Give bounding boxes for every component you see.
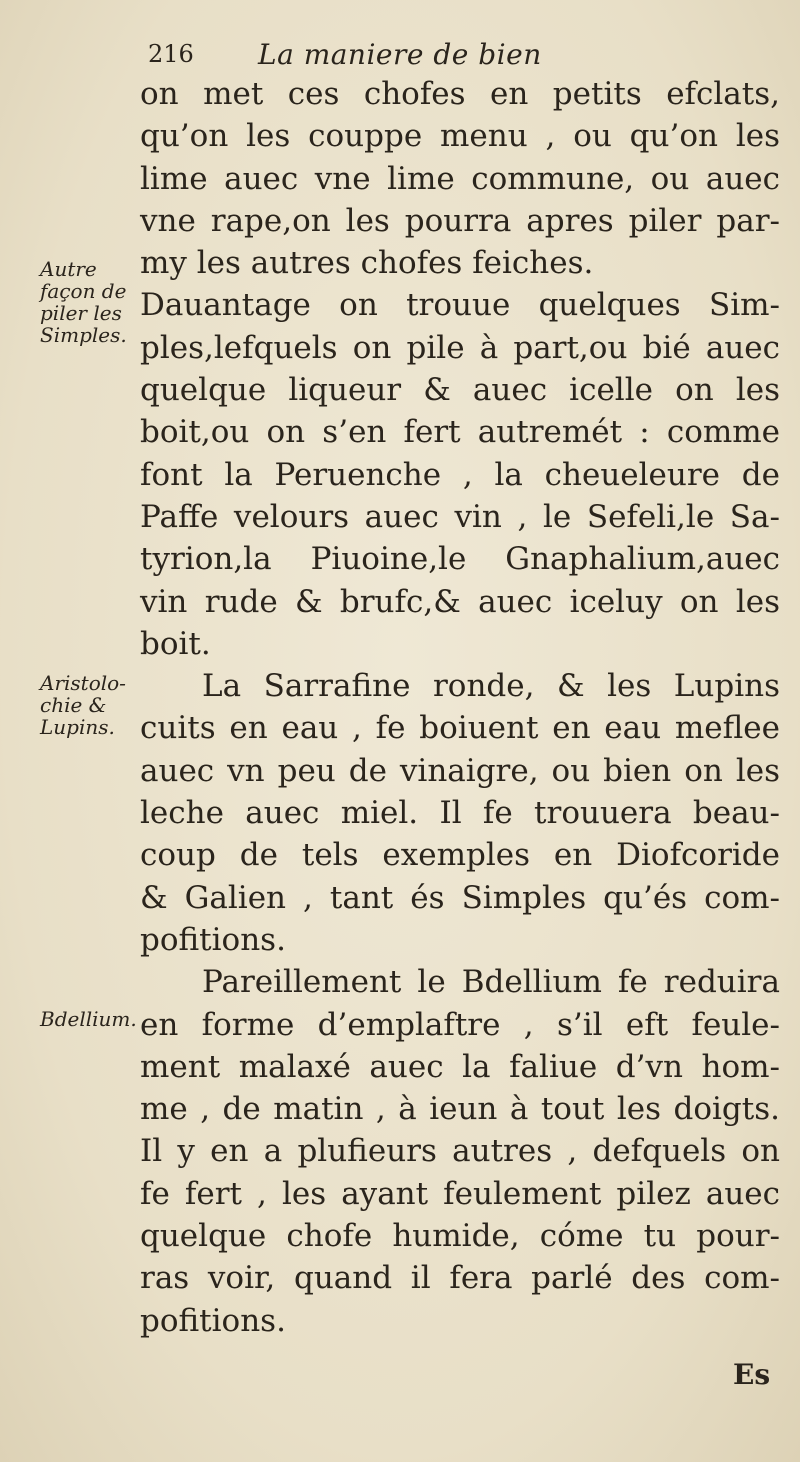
running-title: La maniere de bien — [258, 38, 542, 71]
margin-note-line: façon de — [40, 279, 127, 303]
text-line: pofitions. — [140, 1302, 286, 1339]
catchword: Es — [733, 1358, 771, 1391]
text-line: tyrion,la Piuoine,le Gnaphalium,auec — [140, 541, 780, 578]
text-line: ples,lefquels on pile à part,ou bié auec — [140, 329, 780, 366]
text-line: coup de tels exemples en Diofcoride — [140, 837, 780, 874]
text-line: vin rude & brufc,& auec iceluy on les — [140, 583, 780, 620]
margin-note-line: Lupins. — [40, 715, 115, 739]
text-line: ment malaxé auec la faliue d’vn hom- — [140, 1048, 780, 1085]
margin-note-line: Autre — [40, 257, 97, 281]
margin-note-line: piler les — [40, 301, 122, 325]
text-line: cuits en eau , fe boiuent en eau meflee — [140, 710, 780, 747]
margin-note-line: Bdellium. — [40, 1007, 137, 1031]
text-line: quelque chofe humide, cóme tu pour- — [140, 1218, 780, 1255]
text-line: Paffe velours auec vin , le Sefeli,le Sa- — [140, 498, 780, 535]
text-line: quelque liqueur & auec icelle on les — [140, 372, 780, 409]
body-text — [140, 73, 780, 1342]
margin-note-bdellium — [40, 1008, 140, 1030]
text-line: ras voir, quand il fera parlé des com- — [140, 1260, 780, 1297]
text-line: en forme d’emplaftre , s’il eft feule- — [140, 1006, 780, 1043]
text-line: & Galien , tant és Simples qu’és com- — [140, 879, 780, 916]
text-line: qu’on les couppe menu , ou qu’on les — [140, 118, 780, 155]
margin-note-line: chie & — [40, 693, 107, 717]
text-line: Pareillement le Bdellium fe reduira — [202, 964, 780, 1001]
text-line: boit. — [140, 625, 211, 662]
text-line: pofitions. — [140, 921, 286, 958]
page-number: 216 — [148, 40, 194, 68]
margin-note-autre-facon — [40, 258, 140, 346]
text-line: vne rape,on les pourra apres piler par- — [140, 202, 780, 239]
margin-note-line: Simples. — [40, 323, 127, 347]
text-line: on met ces chofes en petits efclats, — [140, 76, 780, 112]
text-line: fe fert , les ayant feulement pilez auec — [140, 1175, 780, 1212]
text-line: me , de matin , à ieun à tout les doigts. — [140, 1091, 780, 1128]
margin-note-aristolochie — [40, 672, 140, 738]
text-line: Il y en a plufieurs autres , defquels on — [140, 1133, 780, 1170]
margin-note-line: Aristolo- — [40, 671, 126, 695]
text-line: lime auec vne lime commune, ou auec — [140, 160, 780, 197]
text-line: font la Peruenche , la cheueleure de — [140, 456, 780, 493]
text-line: my les autres chofes feiches. — [140, 245, 594, 282]
text-line: Dauantage on trouue quelques Sim- — [140, 287, 780, 324]
text-line: leche auec miel. Il fe trouuera beau- — [140, 795, 780, 832]
text-line: La Sarrafine ronde, & les Lupins — [202, 668, 780, 705]
text-line: auec vn peu de vinaigre, ou bien on les — [140, 752, 780, 789]
text-line: boit,ou on s’en fert autremét : comme — [140, 414, 780, 451]
